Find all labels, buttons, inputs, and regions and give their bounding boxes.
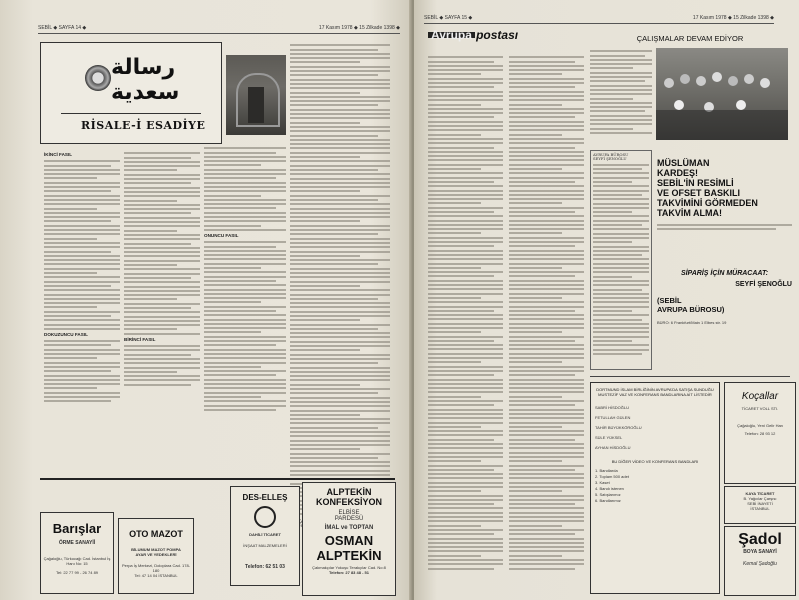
section-heading: DOKUZUNCU FASIL (44, 331, 88, 337)
ad-alptekin-line3: İMAL ve TOPTAN (324, 525, 374, 531)
ad-alptekin-name2: ALPTEKİN (316, 548, 382, 563)
right-page-header (424, 14, 774, 24)
seal-icon (85, 65, 111, 91)
promo-office2: AVRUPA BÜROSU) (657, 305, 725, 315)
ad-des-elles-phone: Telefon: 62 51 03 (245, 564, 285, 570)
avrupa-postasi-section (428, 28, 584, 600)
section-heading: ONUNCU FASIL (204, 232, 239, 238)
ad-oto-mazot-phone: Tel: 47 14 04 İSTANBUL (134, 573, 178, 578)
promo-line5: TAKVİMİNİ GÖRMEDEN (657, 198, 758, 208)
risale-masthead (40, 42, 222, 144)
ad-alptekin-phone: Telefon: 27 83 48 - 51 (329, 570, 369, 575)
avrupa-title (428, 28, 584, 50)
promo-office1: (SEBİL (657, 296, 682, 306)
promo-line6: TAKVİM ALMA! (657, 208, 722, 218)
speaker-1: SABRİ HİSDOĞLU (595, 405, 630, 410)
takvim-promo (657, 150, 792, 370)
left-column-1 (44, 150, 120, 475)
left-column-4 (290, 42, 390, 475)
tape-item-5: 5. Satışlarımız (595, 492, 621, 497)
ad-kaya (724, 486, 796, 524)
ad-oto-mazot-line2: AYAR VE YEDEKLERİ (135, 552, 177, 557)
globe-icon (254, 506, 276, 528)
box-line2: SEYFİ ŞENOĞLU (593, 156, 627, 162)
speaker-4: SÜLE YÜKSEL (595, 435, 623, 440)
speaker-2: FETULLAH GÜLEN (595, 415, 631, 420)
ad-alptekin-name1: OSMAN (324, 533, 374, 548)
tape-list-title: DORTMUND İSLAM BİRLİĞİNİN AVRUPA'DA SATIŞA SUNDUĞU MUSTEZİF VAZ VE KONFERANS BANDLARINA AİT LİSTEDİR (596, 387, 714, 397)
ad-kocallar-subtitle: TİCARET VOLL STI. (741, 406, 779, 411)
section-heading: BİRİNCİ FASIL (124, 336, 156, 342)
avrupa-burosu-box (590, 150, 652, 370)
left-header-right: 17 Kasım 1978 ◆ 15 Zilkade 1398 ◆ (318, 25, 400, 31)
promo-address: BÜRO: 6 Frankfurt/Main 1 Elbes str. 19 (657, 320, 727, 326)
ad-sadol-owner: Kemal Şadoğlu (743, 561, 777, 567)
ad-kocallar (724, 382, 796, 484)
speaker-5: AYHAN HİSDOĞLU (595, 445, 631, 450)
tape-list-subtitle: BU DİĞER VİDEO VE KONFERANS BANDLARI (611, 459, 699, 464)
ad-kocallar-address: Çağaloğlu, Yeni Gelir Han (737, 423, 783, 428)
avrupa-title-word: Avrupa (428, 32, 475, 38)
ad-barislar-title: Barışlar (52, 521, 102, 536)
right-header-right: 17 Kasım 1978 ◆ 15 Zilkade 1398 ◆ (692, 15, 774, 21)
right-page (414, 0, 799, 600)
section-heading: İKİNCİ FASIL (44, 152, 73, 157)
ad-oto-mazot (118, 518, 194, 594)
postasi-title-word: postası (476, 28, 519, 42)
left-page-header (38, 24, 400, 34)
ad-kaya-line2: SEBİ İNAYETİ (747, 501, 773, 506)
promo-line4: VE OFSET BASKILI (657, 188, 741, 198)
ad-barislar-subtitle: ÖRME SANAYİİ (58, 540, 96, 546)
promo-line3: SEBİL'İN RESİMLİ (657, 178, 734, 188)
calismalar-title: ÇALIŞMALAR DEVAM EDİYOR (636, 34, 744, 43)
ad-alptekin (302, 482, 396, 596)
ad-kaya-line3: İSTANBUL (750, 506, 770, 511)
ad-kocallar-title: Koçallar (741, 391, 779, 402)
speaker-3: TAHİR BÜYÜKKÖROĞLU (595, 425, 642, 430)
ad-barislar (40, 512, 114, 594)
ad-alptekin-line1: ELBİSE (338, 510, 360, 516)
ad-kocallar-phone: Telefon: 28 93 12 (744, 431, 776, 436)
tape-list-box (590, 382, 720, 594)
ad-barislar-address: Çağaloğlu, Türkocağı Cad. İstanbul İş Hanı No: 15 (43, 556, 111, 566)
ad-des-elles-title: DES-ELLEŞ (242, 493, 288, 502)
ad-sadol-title: Şadol (738, 531, 782, 548)
ad-sadol (724, 526, 796, 596)
left-header-left: SEBİL ◆ SAYFA 14 ◆ (38, 25, 87, 31)
ad-sadol-subtitle: BOYA SANAYİ (743, 549, 777, 555)
ad-oto-mazot-line1: BİLUMUM MAZOT POMPA (131, 547, 181, 552)
tape-item-1: 1. Bandlarda (595, 468, 618, 473)
masthead-latin-title: RİSALE-İ ESADİYE (81, 119, 206, 132)
ad-des-elles-subtitle: DAHİLİ TİCARET (249, 532, 281, 537)
masthead-arabic-title: رسالة سعدية (111, 55, 180, 105)
right-header-left: SEBİL ◆ SAYFA 15 ◆ (424, 15, 473, 21)
ad-des-elles-line: İNŞAAT MALZEMELERİ (243, 543, 287, 548)
box-line1: AVRUPA BÜROSU (593, 152, 629, 157)
tape-item-3: 3. Kaset (595, 480, 610, 485)
ad-alptekin-address: Çakmakçılar Yokuşu Terakçılar Cad. No:8 (312, 565, 386, 570)
ad-oto-mazot-address: Perpa İş Merkezi, Doloplara Cad. 178-180 (121, 563, 191, 573)
calismalar-section (590, 34, 790, 144)
ad-alptekin-title2: KONFEKSİYON (315, 497, 382, 507)
ad-kaya-line1: B. Yağcılar Çarşısı (743, 496, 777, 501)
tape-item-6: 6. Bandlarımız (595, 498, 621, 503)
mosque-photo (226, 55, 286, 135)
ad-oto-mazot-title: OTO MAZOT (129, 529, 183, 539)
promo-line2: KARDEŞ! (657, 168, 699, 178)
tape-item-2: 2. Toplam 500 adet (595, 474, 629, 479)
left-column-2 (124, 150, 200, 475)
ad-barislar-phone: Tel: 22 77 99 - 26 74 89 (55, 570, 99, 575)
ad-kaya-title: KAYA TİCARET (745, 491, 775, 496)
group-photo (656, 48, 788, 140)
ad-alptekin-title1: ALPTEKİN (326, 487, 372, 497)
ad-alptekin-line2: PARDESÜ (334, 516, 364, 522)
left-column-3 (204, 145, 286, 475)
promo-contact: SEYFİ ŞENOĞLU (735, 281, 792, 289)
ad-des-elles (230, 486, 300, 586)
promo-order: SİPARİŞ İÇİN MÜRACAAT: (680, 270, 769, 278)
promo-line1: MÜSLÜMAN (657, 158, 710, 168)
tape-item-4: 4. Bandı istenen (595, 486, 624, 491)
